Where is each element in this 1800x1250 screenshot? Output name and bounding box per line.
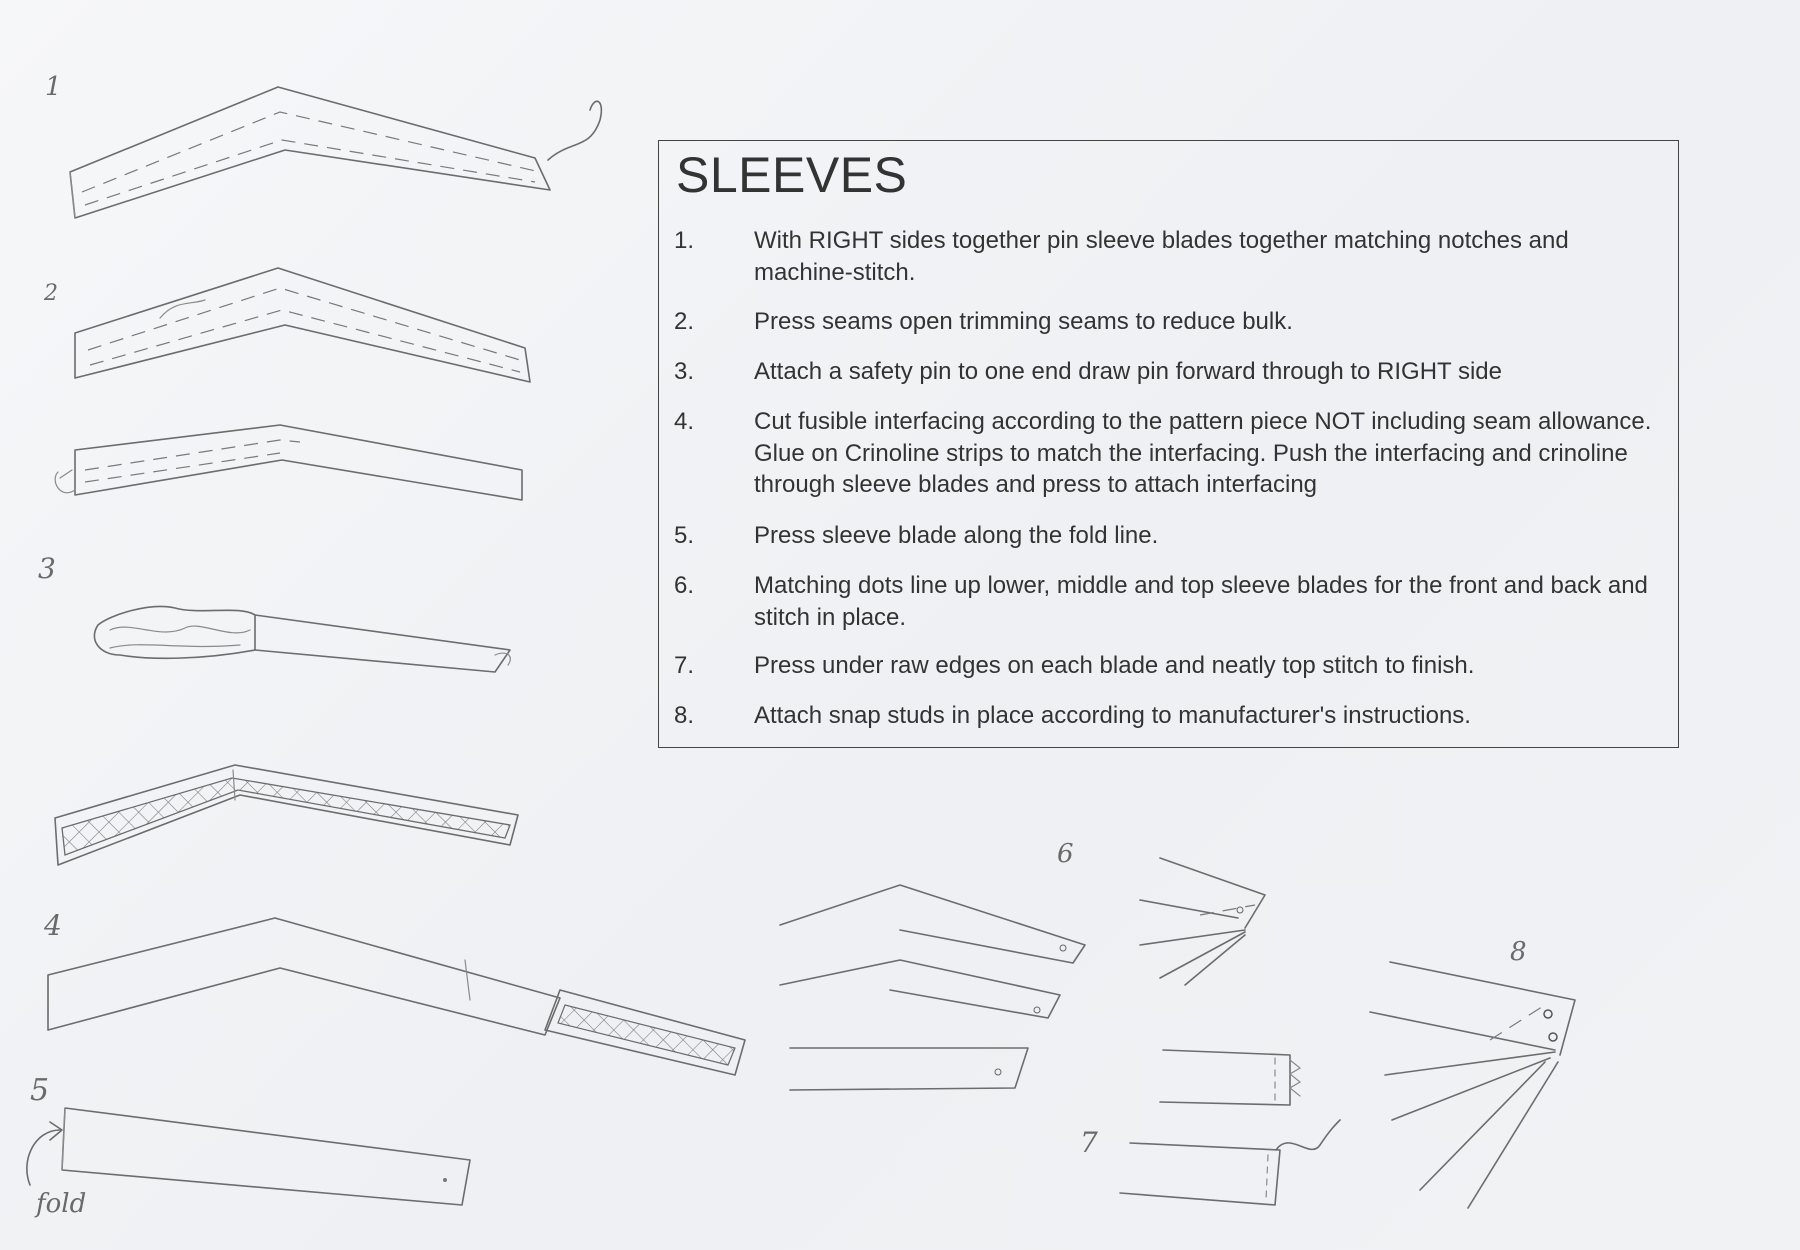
sketch-step3-pin-inserted <box>55 425 522 500</box>
step-text: With RIGHT sides together pin sleeve blades together matching notches and machine-stitch. <box>754 227 1569 286</box>
step-number: 7. <box>674 652 695 679</box>
step8-label: 8 <box>1510 937 1527 967</box>
step-number: 3. <box>674 358 695 385</box>
step-text: Matching dots line up lower, middle and top sleeve blades for the front and back and stitch in place. <box>754 572 1648 631</box>
sketch-step3-turned-through <box>94 606 510 672</box>
sketch-step7-top-stitch <box>1120 1050 1340 1205</box>
step4-label: 4 <box>44 909 62 942</box>
step-text: Press seams open trimming seams to reduce bulk. <box>754 308 1293 335</box>
fold-label: fold <box>36 1189 87 1219</box>
step-text: Attach a safety pin to one end draw pin forward through to RIGHT side <box>754 358 1502 385</box>
sketch-step6-three-blades <box>780 885 1085 1090</box>
step5-label: 5 <box>30 1073 50 1108</box>
sketch-step2-pressed-seams <box>75 268 530 382</box>
document-title: SLEEVES <box>676 147 908 203</box>
step-number: 2. <box>674 308 695 335</box>
sketch-step4-interfacing <box>55 765 518 865</box>
sketch-step1-sewn-blades <box>70 87 601 218</box>
step-number: 8. <box>674 702 695 729</box>
step-text: Press sleeve blade along the fold line. <box>754 522 1159 549</box>
step1-label: 1 <box>45 72 62 102</box>
sketch-step8-snap-studs <box>1370 962 1575 1208</box>
step-number: 4. <box>674 408 695 435</box>
step-number: 6. <box>674 572 695 599</box>
step2-label: 2 <box>44 281 58 306</box>
step-text: Press under raw edges on each blade and neatly top stitch to finish. <box>754 652 1475 679</box>
step-text: Attach snap studs in place according to manufacturer's instructions. <box>754 702 1471 729</box>
step6-label: 6 <box>1057 839 1074 869</box>
sketch-step6-joined-points <box>1140 858 1265 985</box>
step-number: 1. <box>674 227 695 254</box>
step3-label: 3 <box>38 552 56 585</box>
step-number: 5. <box>674 522 695 549</box>
sketch-step4-push-through <box>48 918 745 1075</box>
step-text: Cut fusible interfacing according to the pattern piece NOT including seam allowance. Glue on Crinoline strips to match the interfacing. Push the interfacing and crinoline through sleeve blades and press to attach interfacing <box>754 408 1652 498</box>
step7-label: 7 <box>1080 1126 1098 1159</box>
sketch-step5-fold-line <box>27 1108 470 1205</box>
